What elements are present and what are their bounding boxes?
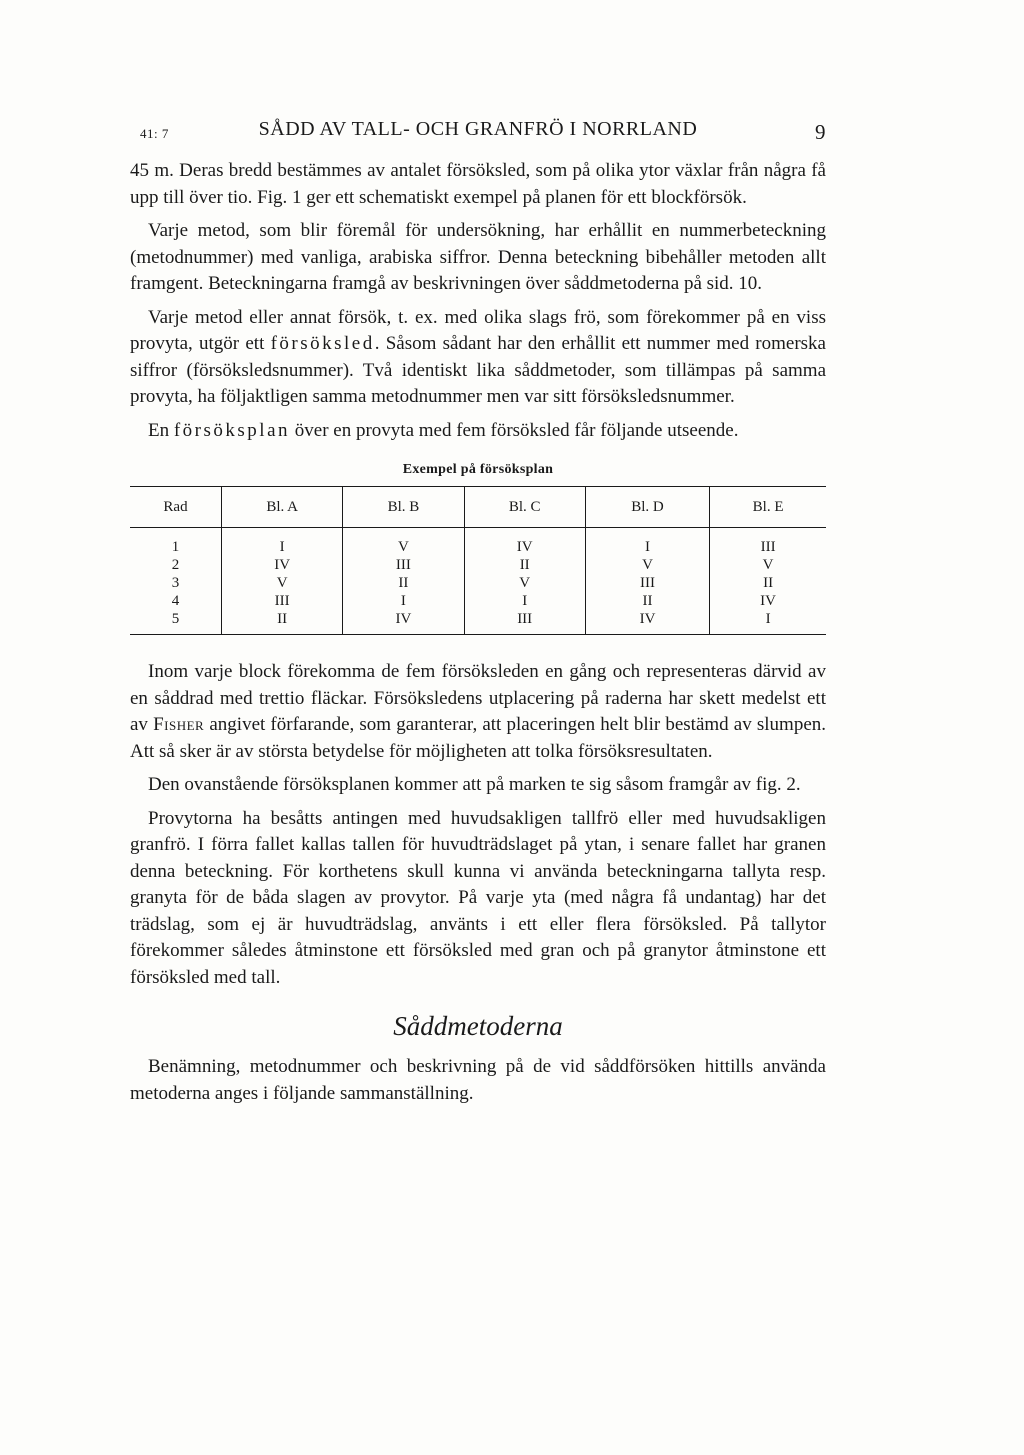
table-cell: 5 (171, 611, 180, 627)
table-cell: IV (585, 610, 709, 635)
table-cell: III (464, 610, 585, 635)
table-header-row (130, 487, 826, 528)
table-cell: IV (464, 528, 585, 557)
table-cell: 4 (171, 593, 180, 609)
page-number: 9 (815, 120, 826, 144)
paragraph: 45 m. Deras bredd bestämmes av antalet försöksled, som på olika ytor växlar från några få upp till över tio. Fig. 1 ger ett schematiskt exempel på planen för ett blockförsök. (130, 160, 826, 208)
table-row (130, 556, 826, 574)
section-heading: Såddmetoderna (393, 1011, 563, 1041)
table-cell: V (222, 574, 343, 592)
table-cell: III (585, 574, 709, 592)
table-cell: II (464, 556, 585, 574)
table-cell: I (710, 610, 826, 635)
emphasis-term: försöksplan (173, 419, 291, 441)
table-cell: V (343, 528, 464, 557)
running-title: SÅDD AV TALL- OCH GRANFRÖ I NORRLAND (258, 118, 698, 140)
table-cell: 1 (171, 539, 180, 555)
table-cell: IV (710, 592, 826, 610)
table-cell: IV (222, 556, 343, 574)
table-cell: IV (343, 610, 464, 635)
table-cell: III (343, 556, 464, 574)
table-cell: I (222, 528, 343, 557)
paragraph: Varje metod, som blir föremål för undersökning, har erhållit en nummerbeteckning (metodnummer) med vanliga, arabiska siffror. Denna beteckning bibehåller metoden allt framgent. Beteckningarna framgå av beskrivningen över såddmetoderna på sid. 10. (130, 220, 826, 294)
table-cell: III (710, 528, 826, 557)
body-text (130, 158, 826, 1114)
table-cell: V (710, 556, 826, 574)
table-cell: 3 (171, 575, 180, 591)
table-cell: 2 (171, 557, 180, 573)
table-cell: III (222, 592, 343, 610)
author-name: Fisher (153, 714, 205, 735)
column-header: Bl. A (222, 487, 343, 528)
table-cell: I (464, 592, 585, 610)
column-header: Rad (130, 487, 222, 528)
section-number: 41: 7 (140, 126, 169, 141)
column-header: Bl. D (585, 487, 709, 528)
table-cell: II (710, 574, 826, 592)
table-row (130, 610, 826, 635)
trial-plan-table (130, 486, 826, 635)
table-cell: V (585, 556, 709, 574)
paragraph: Provytorna ha besåtts antingen med huvudsakligen tallfrö eller med huvudsakligen granfrö. I förra fallet kallas tallen för huvudträdslaget på ytan, i senare fallet har granen denna beteckning. För korthetens skull kunna vi använda beteckningarna tallyta resp. granyta för de båda slagen av provytor. På varje yta (med några få undantag) har det trädslag, som ej är huvudträdslag, använts i ett eller flera försöksled. På tallytor förekommer således åtminstone ett försöksled med gran och på granytor åtminstone ett försöksled med tall. (130, 807, 826, 988)
emphasis-term: försöksled (270, 333, 375, 354)
table-row (130, 528, 826, 557)
paragraph: Den ovanstående försöksplanen kommer att på marken te sig såsom framgår av fig. 2. (148, 774, 801, 795)
table-cell: V (464, 574, 585, 592)
column-header: Bl. C (464, 487, 585, 528)
table-cell: II (343, 574, 464, 592)
paragraph: Varje metod eller annat försök, t. ex. med olika slags frö, som förekommer på en viss provyta, utgör ett försöksled. Såsom sådant har den erhållit ett nummer med romerska siffror (försöksledsnummer). Två identiskt lika såddmetoder, som tillämpas på samma provyta, ha följaktligen samma metodnummer men var sitt försöksledsnummer. (130, 306, 826, 407)
table-cell: II (222, 610, 343, 635)
paragraph: Inom varje block förekomma de fem försöksleden en gång och representeras därvid av en såddrad med trettio fläckar. Försöksledens utplacering på raderna har skett medelst ett av Fisher angivet förfarande, som garanterar, att placeringen helt blir bestämd av slumpen. Att så sker är av största betydelse för möjligheten att tolka försöksresultaten. (130, 661, 826, 762)
table-caption: Exempel på försöksplan (402, 462, 554, 477)
table-cell: II (585, 592, 709, 610)
paragraph: Benämning, metodnummer och beskrivning på de vid såddförsöken hittills använda metoderna anges i följande sammanställning. (130, 1056, 826, 1104)
table-row (130, 574, 826, 592)
table-cell: I (585, 528, 709, 557)
column-header: Bl. E (710, 487, 826, 528)
column-header: Bl. B (343, 487, 464, 528)
running-header (130, 118, 826, 152)
paragraph: En försöksplan över en provyta med fem försöksled får följande utseende. (148, 419, 739, 441)
table-cell: I (343, 592, 464, 610)
table-row (130, 592, 826, 610)
